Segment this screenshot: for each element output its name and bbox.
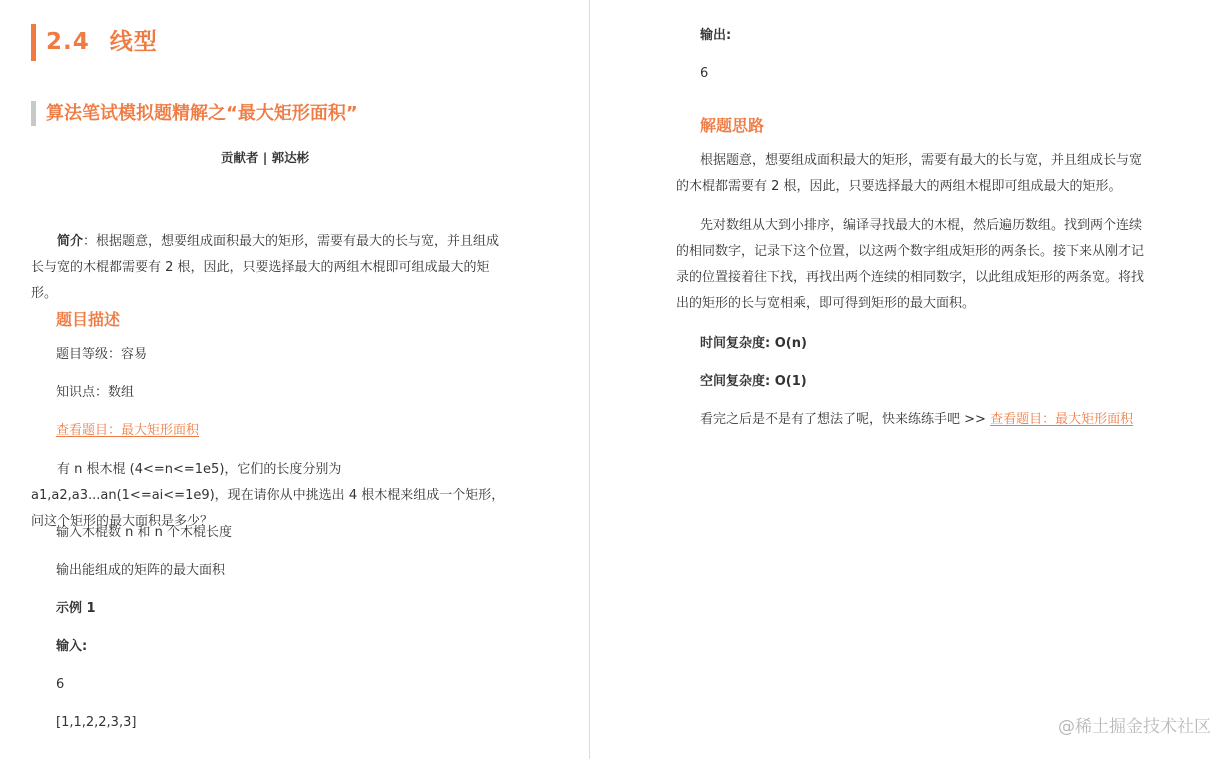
chapter-number: 2.4 bbox=[46, 29, 90, 55]
watermark: @稀土掘金技术社区 bbox=[1058, 717, 1211, 737]
output-label: 输出: bbox=[700, 28, 732, 43]
problem-level: 题目等级：容易 bbox=[56, 347, 148, 362]
intro-text: ：根据题意，想要组成面积最大的矩形，需要有最大的长与宽，并且组成长与宽的木棍都需要有 2 根，因此，只要选择最大的两组木棍即可组成最大的矩形。 bbox=[31, 234, 500, 301]
section-heading-description: 题目描述 bbox=[56, 310, 121, 329]
input-label: 输入: bbox=[56, 639, 88, 654]
intro-label: 简介 bbox=[57, 234, 84, 249]
input-description: 输入木棍数 n 和 n 个木棍长度 bbox=[56, 525, 233, 540]
space-complexity: 空间复杂度: O(1) bbox=[700, 374, 807, 389]
time-complexity: 时间复杂度: O(n) bbox=[700, 336, 807, 351]
closing-line bbox=[700, 407, 1133, 433]
view-problem-link[interactable]: 查看题目：最大矩形面积 bbox=[56, 423, 200, 438]
chapter-title: 线型 bbox=[109, 29, 158, 55]
example-label: 示例 1 bbox=[56, 601, 96, 616]
section-heading-solution: 解题思路 bbox=[700, 116, 765, 135]
closing-text: 看完之后是不是有了想法了呢，快来练练手吧 >> bbox=[700, 412, 986, 427]
chapter-accent-bar bbox=[31, 24, 36, 61]
closing-problem-link[interactable]: 查看题目：最大矩形面积 bbox=[990, 412, 1134, 427]
problem-statement: 有 n 根木棍 (4<=n<=1e5)，它们的长度分别为 a1,a2,a3...an(1<=ai<=1e9)，现在请你从中挑选出 4 根木棍来组成一个矩形，问这个矩形的最大面积是多少？ bbox=[31, 462, 505, 529]
problem-knowledge: 知识点：数组 bbox=[56, 385, 135, 400]
input-array-value: [1,1,2,2,3,3] bbox=[56, 715, 137, 730]
intro-paragraph bbox=[31, 229, 509, 307]
output-value: 6 bbox=[700, 66, 709, 81]
article-accent-bar bbox=[31, 101, 36, 126]
output-description: 输出能组成的矩阵的最大面积 bbox=[56, 563, 226, 578]
solution-paragraph-1: 根据题意，想要组成面积最大的矩形，需要有最大的长与宽，并且组成长与宽的木棍都需要有 2 根，因此，只要选择最大的两组木棍即可组成最大的矩形。 bbox=[676, 153, 1143, 194]
solution-paragraph-2: 先对数组从大到小排序，编译寻找最大的木棍，然后遍历数组。找到两个连续的相同数字，记录下这个位置，以这两个数字组成矩形的两条长。接下来从刚才记录的位置接着往下找，再找出两个连续的相同数字，以此组成矩形的两条宽。将找出的矩形的长与宽相乘，即可得到矩形的最大面积。 bbox=[676, 218, 1145, 311]
chapter-heading bbox=[46, 26, 158, 58]
contributor: 贡献者 | 郭达彬 bbox=[220, 150, 310, 165]
article-title: 算法笔试模拟题精解之“最大矩形面积” bbox=[46, 103, 358, 124]
page-divider bbox=[589, 0, 590, 759]
input-n-value: 6 bbox=[56, 677, 65, 692]
